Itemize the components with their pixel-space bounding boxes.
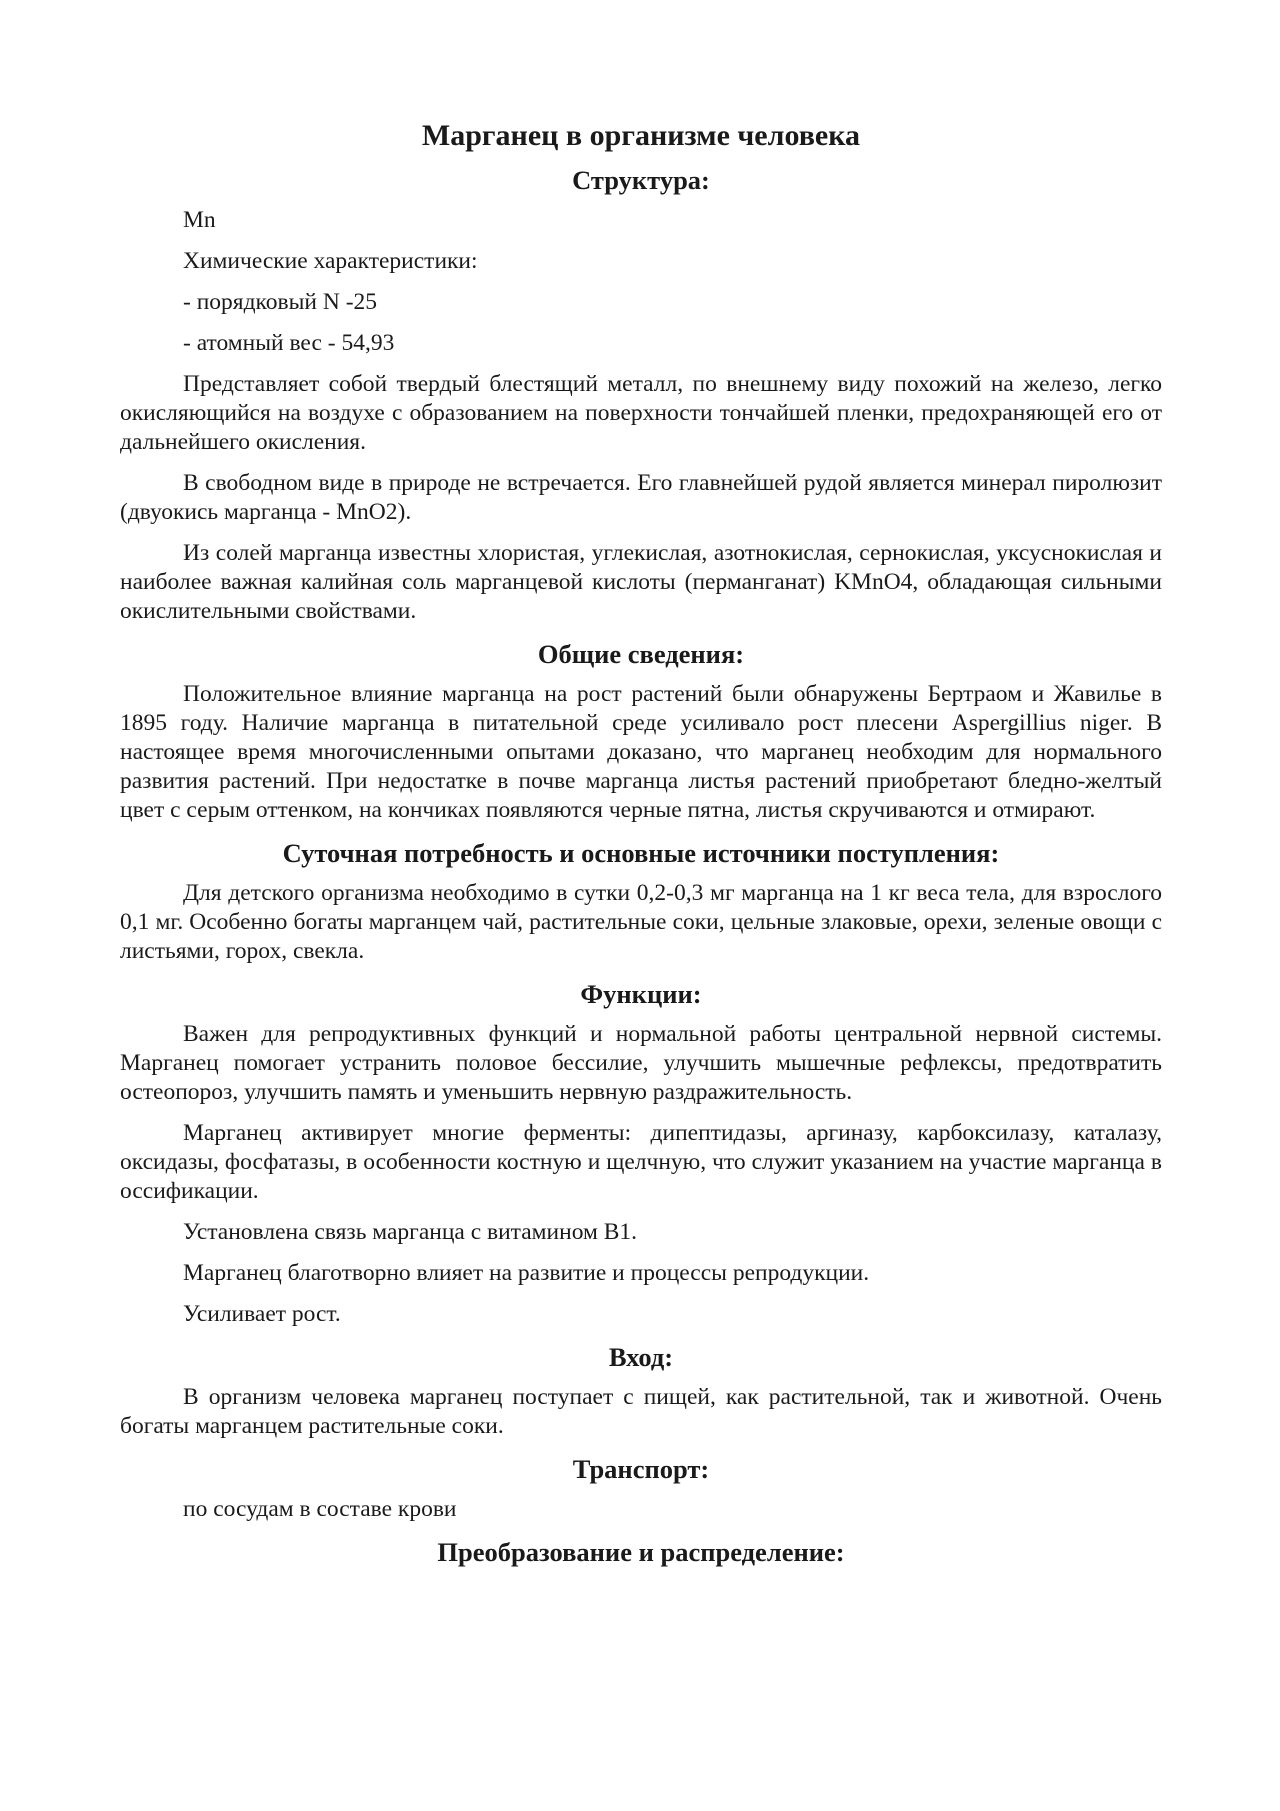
structure-paragraph-2: В свободном виде в природе не встречается. Его главнейшей рудой является минерал пиролюзит (двуокись марганца - MnO2). xyxy=(120,470,1162,525)
section-heading-transport: Транспорт: xyxy=(572,1454,710,1484)
section-intake xyxy=(120,1341,1162,1441)
atomic-weight: - атомный вес - 54,93 xyxy=(183,330,395,356)
document-page xyxy=(120,118,1162,1578)
section-heading-general: Общие сведения: xyxy=(537,639,745,669)
functions-line-2: Марганец благотворно влияет на развитие и процессы репродукции. xyxy=(183,1260,870,1286)
daily-need-paragraph-1: Для детского организма необходимо в сутки 0,2-0,3 мг марганца на 1 кг веса тела, для взрослого 0,1 мг. Особенно богаты марганцем чай, растительные соки, цельные злаковые, орехи, зеленые овощи с листьями, горох, свекла. xyxy=(120,880,1162,964)
transport-line-1: по сосудам в составе крови xyxy=(183,1496,457,1522)
structure-paragraph-1: Представляет собой твердый блестящий металл, по внешнему виду похожий на железо, легко окисляющийся на воздухе с образованием на поверхности тончайшей пленки, предохраняющей его от дальнейшего окисления. xyxy=(120,371,1162,455)
chem-characteristics-label: Химические характеристики: xyxy=(183,248,478,274)
functions-paragraph-2: Марганец активирует многие ферменты: дипептидазы, аргиназу, карбоксилазу, каталазу, оксидазы, фосфатазы, в особенности костную и щелчную, что служит указанием на участие марганца в оссификации. xyxy=(120,1120,1162,1204)
section-functions xyxy=(120,978,1162,1329)
functions-line-3: Усиливает рост. xyxy=(183,1301,341,1327)
section-heading-intake: Вход: xyxy=(608,1342,674,1372)
functions-line-1: Установлена связь марганца с витамином B1. xyxy=(183,1219,638,1245)
document-title: Марганец в организме человека xyxy=(421,119,861,152)
section-transformation xyxy=(120,1536,1162,1568)
intake-paragraph-1: В организм человека марганец поступает с пищей, как растительной, так и животной. Очень богаты марганцем растительные соки. xyxy=(120,1384,1162,1439)
section-heading-functions: Функции: xyxy=(580,979,702,1009)
section-transport xyxy=(120,1453,1162,1524)
section-daily-need xyxy=(120,837,1162,966)
section-structure xyxy=(120,164,1162,626)
structure-paragraph-3: Из солей марганца известны хлористая, углекислая, азотнокислая, сернокислая, уксуснокислая и наиболее важная калийная соль марганцевой кислоты (перманганат) KMnO4, обладающая сильными окислительными свойствами. xyxy=(120,540,1162,624)
section-heading-transformation: Преобразование и распределение: xyxy=(437,1537,845,1567)
general-paragraph-1: Положительное влияние марганца на рост растений были обнаружены Бертраом и Жавилье в 1895 году. Наличие марганца в питательной среде усиливало рост плесени Aspergillius niger. В настоящее время многочисленными опытами доказано, что марганец необходим для нормального развития растений. При недостатке в почве марганца листья растений приобретают бледно-желтый цвет с серым оттенком, на кончиках появляются черные пятна, листья скручиваются и отмирают. xyxy=(120,681,1162,823)
section-heading-daily-need: Суточная потребность и основные источники поступления: xyxy=(282,838,1000,868)
functions-paragraph-1: Важен для репродуктивных функций и нормальной работы центральной нервной системы. Марганец помогает устранить половое бессилие, улучшить мышечные рефлексы, предотвратить остеопороз, улучшить память и уменьшить нервную раздражительность. xyxy=(120,1021,1162,1105)
section-general xyxy=(120,638,1162,825)
ordinal-number: - порядковый N -25 xyxy=(183,289,378,315)
section-heading-structure: Структура: xyxy=(572,165,710,195)
element-symbol: Mn xyxy=(183,207,216,233)
